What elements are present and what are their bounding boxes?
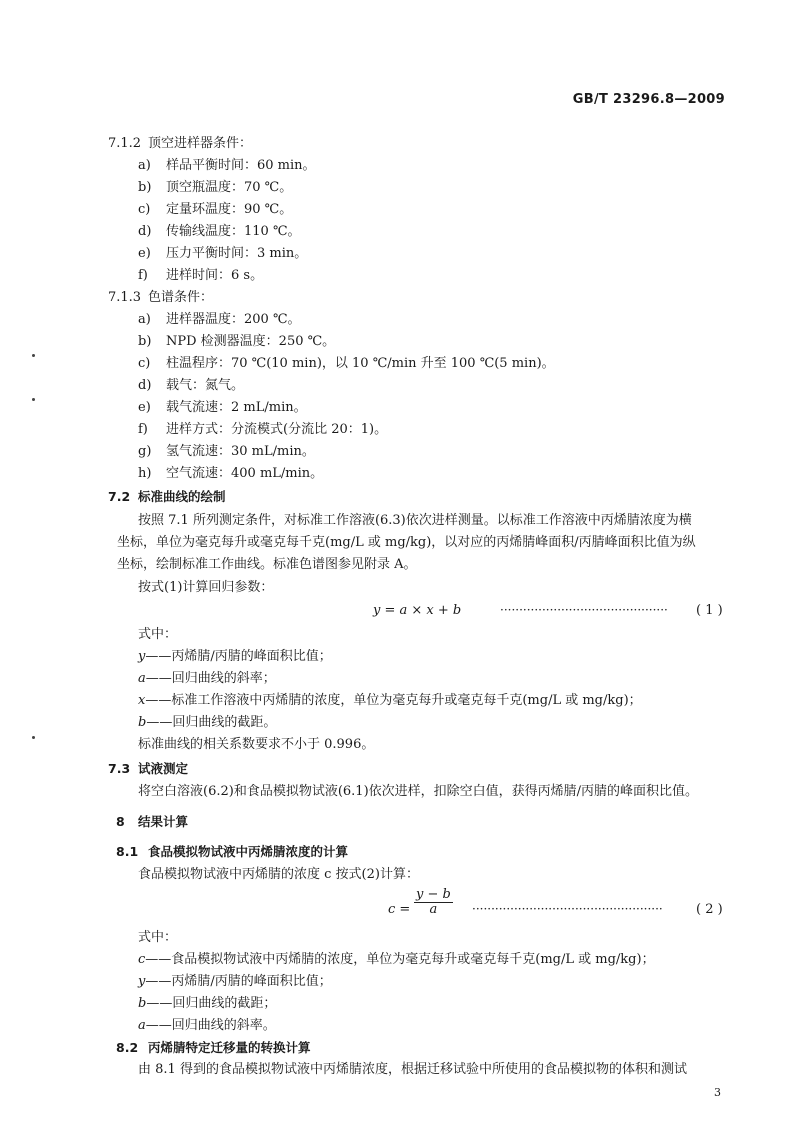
equation-leader: ··················································	[472, 902, 663, 916]
paragraph-line: 按式(1)计算回归参数：	[138, 580, 274, 595]
paragraph-line: 食品模拟物试液中丙烯腈的浓度 c 按式(2)计算：	[138, 867, 419, 882]
definition-item: a——回归曲线的斜率。	[138, 1018, 276, 1033]
equation-number: ( 2 )	[696, 902, 723, 917]
list-item: f) 进样时间：6 s。	[138, 268, 264, 283]
list-item: d) 传输线温度：110 ℃。	[138, 224, 301, 239]
section-7-2-heading: 7.2 标准曲线的绘制	[108, 489, 226, 504]
definition-item: a——回归曲线的斜率；	[138, 671, 276, 686]
list-item: e) 载气流速：2 mL/min。	[138, 400, 307, 415]
paragraph-line: 将空白溶液(6.2)和食品模拟物试液(6.1)依次进样，扣除空白值，获得丙烯腈/丙腈的峰面积比值。	[138, 784, 699, 799]
section-8-2-heading: 8.2 丙烯腈特定迁移量的转换计算	[116, 1040, 311, 1055]
list-item: b) NPD 检测器温度：250 ℃。	[138, 334, 336, 349]
standard-number: GB/T 23296.8—2009	[572, 92, 725, 107]
where-label: 式中：	[138, 930, 178, 945]
section-title: 顶空进样器条件：	[148, 136, 253, 151]
section-number: 7.1.3	[108, 290, 142, 305]
equation-2-lhs: c =	[388, 902, 411, 917]
definition-item: x——标准工作溶液中丙烯腈的浓度，单位为毫克每升或毫克每千克(mg/L 或 mg/kg)；	[138, 693, 642, 708]
equation-leader: ············································	[500, 603, 668, 617]
list-item: b) 顶空瓶温度：70 ℃。	[138, 180, 293, 195]
definition-item: y——丙烯腈/丙腈的峰面积比值；	[138, 974, 332, 989]
definition-item: b——回归曲线的截距。	[138, 715, 277, 730]
paragraph-line: 由 8.1 得到的食品模拟物试液中丙烯腈浓度，根据迁移试验中所使用的食品模拟物的体积和测试	[138, 1062, 687, 1077]
definition-item: b——回归曲线的截距；	[138, 996, 277, 1011]
section-number: 7.1.2	[108, 136, 142, 151]
where-label: 式中：	[138, 627, 178, 642]
paragraph-line: 标准曲线的相关系数要求不小于 0.996。	[138, 737, 375, 752]
definition-item: c——食品模拟物试液中丙烯腈的浓度，单位为毫克每升或毫克每千克(mg/L 或 mg/kg)；	[138, 952, 655, 967]
definition-item: y——丙烯腈/丙腈的峰面积比值；	[138, 649, 332, 664]
paragraph-line: 坐标，单位为毫克每升或毫克每千克(mg/L 或 mg/kg)，以对应的丙烯腈峰面积/丙腈峰面积比值为纵	[117, 535, 696, 550]
list-item: h) 空气流速：400 mL/min。	[138, 466, 324, 481]
list-item: c) 柱温程序：70 ℃(10 min)，以 10 ℃/min 升至 100 ℃(5 min)。	[138, 356, 555, 371]
equation-number: ( 1 )	[696, 603, 723, 618]
fraction-denominator: a	[429, 902, 438, 917]
scan-speck	[32, 354, 35, 357]
fraction-numerator: y − b	[416, 887, 451, 902]
list-item: g) 氢气流速：30 mL/min。	[138, 444, 315, 459]
list-item: f) 进样方式：分流模式(分流比 20：1)。	[138, 422, 388, 437]
section-8-heading: 8 结果计算	[116, 814, 189, 829]
scan-speck	[32, 736, 35, 739]
equation-1: y = a × x + b	[373, 603, 462, 618]
scan-speck	[32, 398, 35, 401]
section-7-1-3-heading	[108, 290, 213, 306]
section-8-1-heading: 8.1 食品模拟物试液中丙烯腈浓度的计算	[116, 844, 349, 859]
list-item: d) 载气：氮气。	[138, 378, 245, 393]
list-item: c) 定量环温度：90 ℃。	[138, 202, 293, 217]
section-7-3-heading: 7.3 试液测定	[108, 761, 189, 776]
paragraph-line: 按照 7.1 所列测定条件，对标准工作溶液(6.3)依次进样测量。以标准工作溶液中丙烯腈浓度为横	[138, 513, 692, 528]
list-item: e) 压力平衡时间：3 min。	[138, 246, 308, 261]
section-7-1-2-heading	[108, 136, 252, 152]
list-item: a) 进样器温度：200 ℃。	[138, 312, 301, 327]
page-number: 3	[714, 1086, 721, 1099]
list-item: a) 样品平衡时间：60 min。	[138, 158, 316, 173]
paragraph-line: 坐标，绘制标准工作曲线。标准色谱图参见附录 A。	[117, 557, 417, 572]
equation-2-fraction	[414, 888, 453, 917]
section-title: 色谱条件：	[148, 290, 214, 305]
